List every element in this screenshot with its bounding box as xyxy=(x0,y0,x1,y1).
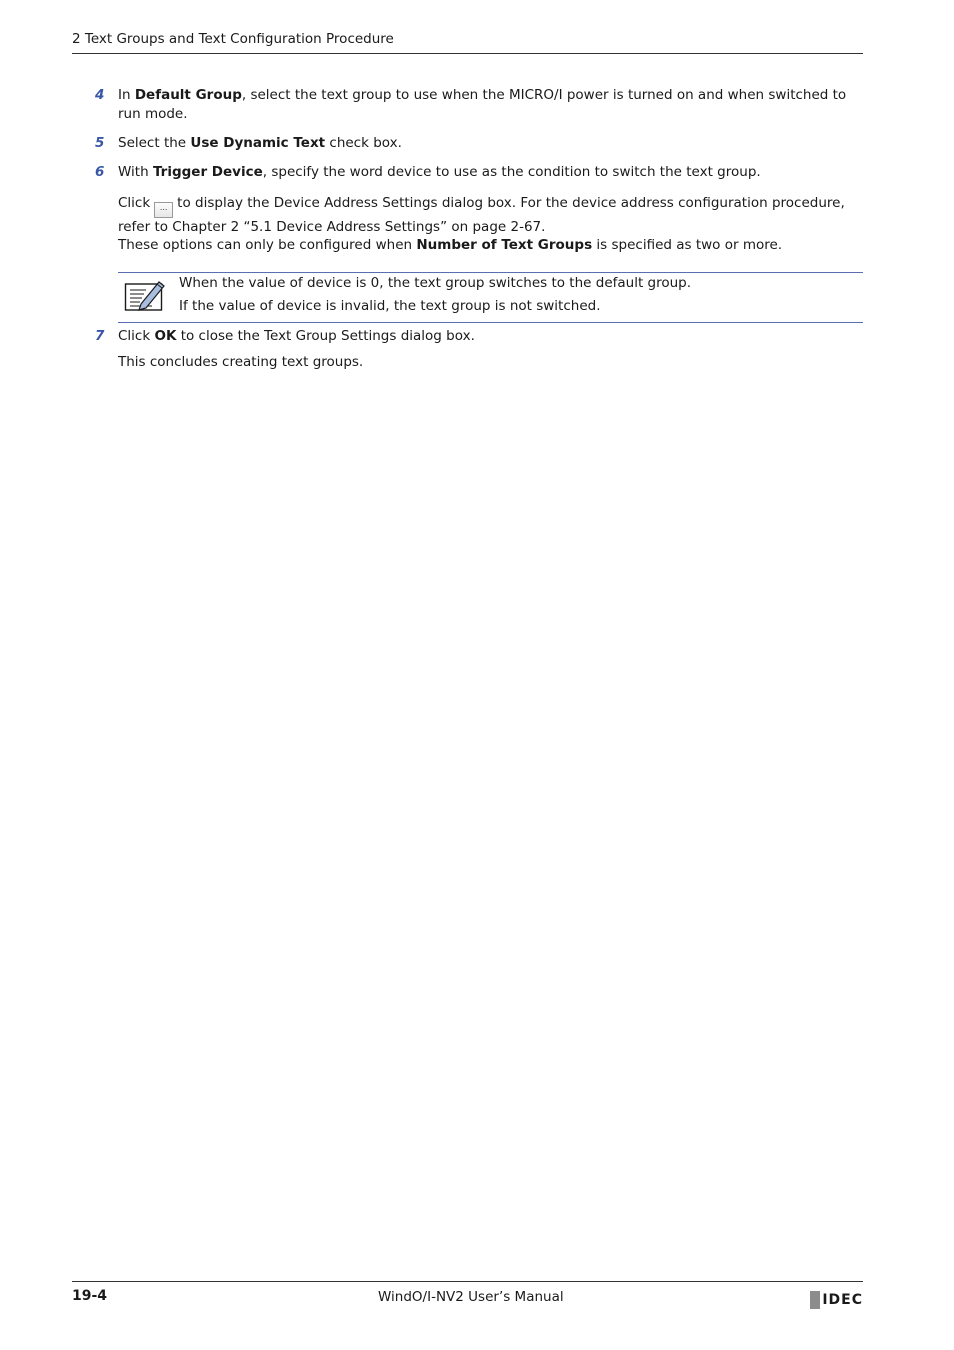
note-box xyxy=(118,272,863,323)
step-number: 6 xyxy=(95,164,105,180)
step-text: With Trigger Device, specify the word device to use as the condition to switch the text group. xyxy=(118,164,761,180)
logo-mark-icon xyxy=(810,1291,820,1309)
ui-term: Use Dynamic Text xyxy=(190,135,326,151)
note-line-2: If the value of device is invalid, the text group is not switched. xyxy=(179,298,601,314)
idec-logo xyxy=(810,1291,863,1309)
conclusion-text: This concludes creating text groups. xyxy=(118,354,364,370)
step-text: Select the Use Dynamic Text check box. xyxy=(118,135,402,151)
header-title: 2 Text Groups and Text Configuration Procedure xyxy=(72,31,394,47)
step-text: In Default Group, select the text group to use when the MICRO/I power is turned on and when switched to run mode. xyxy=(118,87,847,122)
step-6-click-instruction: Click ... to display the Device Address Settings dialog box. For the device address configuration procedure, refer to Chapter 2 “5.1 Device Address Settings” on page 2-67. xyxy=(118,195,845,235)
note-pencil-icon xyxy=(124,279,166,313)
step-number: 4 xyxy=(95,87,105,103)
logo-text: IDEC xyxy=(822,1292,863,1308)
ui-term: Trigger Device xyxy=(152,164,263,180)
ui-term: Number of Text Groups xyxy=(416,237,593,253)
manual-title: WindO/I-NV2 User’s Manual xyxy=(378,1289,564,1305)
step-4 xyxy=(95,86,863,124)
ui-term: OK xyxy=(154,328,177,344)
step-5 xyxy=(95,134,863,153)
step-number: 7 xyxy=(95,328,105,344)
note-line-1: When the value of device is 0, the text group switches to the default group. xyxy=(179,275,692,291)
page-footer xyxy=(72,1281,863,1312)
page-number: 19-4 xyxy=(72,1288,108,1304)
step-7 xyxy=(95,327,863,346)
ui-term: Default Group xyxy=(134,87,242,103)
step-6 xyxy=(95,163,863,182)
step-6-options-note: These options can only be configured when Number of Text Groups is specified as two or more. xyxy=(118,237,783,253)
step-text: Click OK to close the Text Group Settings dialog box. xyxy=(118,328,475,344)
step-number: 5 xyxy=(95,135,105,151)
ellipsis-button-icon: ... xyxy=(154,202,173,218)
running-header xyxy=(72,31,863,54)
